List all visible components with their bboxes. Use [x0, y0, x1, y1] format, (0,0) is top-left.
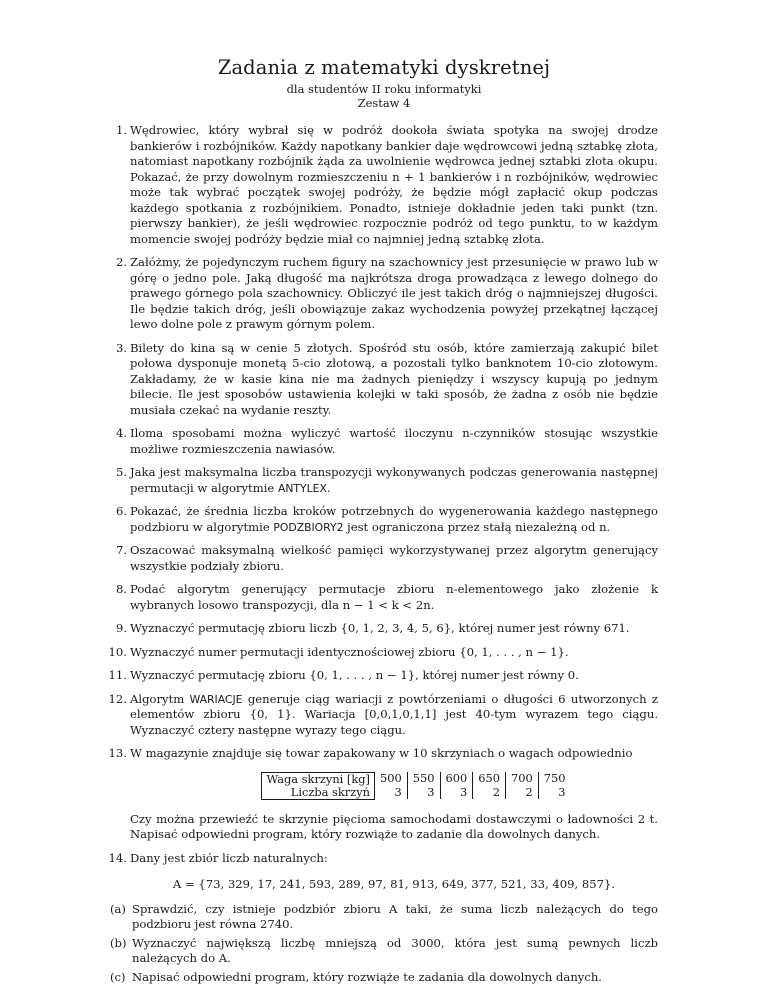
problem-text-end: jest ograniczona przez stałą niezależną od n.: [343, 519, 611, 534]
weights-row: [262, 772, 571, 786]
table-cell: 3: [538, 786, 570, 800]
subproblem-text: Napisać odpowiedni program, który rozwiąże te zadania dla dowolnych danych.: [132, 969, 602, 984]
problem-outro: Czy można przewieźć te skrzynie pięcioma samochodami dostawczymi o ładowności 2 t. Napisać odpowiedni program, który rozwiąże to zadanie dla dowolnych danych.: [130, 811, 658, 841]
problem-text: Oszacować maksymalną wielkość pamięci wykorzystywanej przez algorytm generujący wszystkie podziały zbioru.: [130, 543, 658, 573]
problem-text: Iloma sposobami można wyliczyć wartość iloczynu n-czynników stosując wszystkie możliwe rozmieszczenia nawiasów.: [130, 426, 658, 456]
problem-3: [110, 341, 658, 419]
problem-number: 2.: [115, 255, 127, 269]
table-cell: 2: [473, 786, 506, 800]
problem-9: [110, 621, 658, 637]
table-cell: 3: [407, 786, 440, 800]
problem-number: 1.: [115, 123, 127, 137]
table-cell: 750: [538, 772, 570, 786]
problem-number: 11.: [108, 668, 127, 682]
problem-text: Wyznaczyć numer permutacji identycznościowej zbioru {0, 1, . . . , n − 1}.: [130, 644, 569, 659]
crate-weights-table: [261, 772, 570, 800]
problem-8: [110, 582, 658, 613]
table-cell: 3: [440, 786, 473, 800]
row-header: Liczba skrzyń: [262, 786, 375, 800]
problem-text: Załóżmy, że pojedynczym ruchem figury na szachownicy jest przesunięcie w prawo lub w górę o jedno pole. Jaką długość ma najkrótsza droga prowadząca z lewego dolnego do prawego górnego pola szachownicy. Obliczyć ile jest takich dróg o najmniejszej długości. Ile będzie takich dróg, jeśli obowiązuje zakaz wychodzenia powyżej przekątnej łączącej lewo dolne pole z prawym górnym polem.: [130, 255, 658, 331]
problem-list: [110, 123, 658, 985]
problem-5: [110, 465, 658, 496]
table-cell: 600: [440, 772, 473, 786]
problem-14: [110, 851, 658, 986]
problem-2: [110, 255, 658, 333]
problem-6: [110, 504, 658, 535]
problem-text: Jaka jest maksymalna liczba transpozycji wykonywanych podczas generowania następnej permutacji w algorytmie: [130, 465, 658, 495]
subproblem-a: [110, 902, 658, 933]
subproblem-b: [110, 936, 658, 967]
row-header: Waga skrzyni [kg]: [262, 772, 375, 786]
table-cell: 650: [473, 772, 506, 786]
problem-13: [110, 746, 658, 843]
problem-number: 8.: [115, 582, 127, 596]
problem-number: 12.: [108, 691, 127, 706]
table-cell: 500: [380, 771, 402, 786]
problem-number: 7.: [115, 543, 127, 557]
problem-number: 5.: [115, 465, 127, 479]
problem-text: Algorytm: [130, 691, 190, 706]
problem-text: Podać algorytm generujący permutacje zbioru n-elementowego jako złożenie k wybranych losowo transpozycji, dla n − 1 < k < 2n.: [130, 582, 658, 612]
problem-text-end: .: [326, 480, 331, 495]
table-cell: 700: [506, 772, 539, 786]
problem-7: [110, 543, 658, 574]
problem-11: [110, 668, 658, 684]
algorithm-name: WARIACJE: [189, 692, 243, 706]
problem-number: 10.: [108, 644, 127, 659]
problem-4: [110, 426, 658, 457]
subproblem-text: Sprawdzić, czy istnieje podzbiór zbioru A taki, że suma liczb należących do tego podzbioru jest równa 2740.: [132, 901, 658, 931]
problem-text: Wyznaczyć permutację zbioru {0, 1, . . . , n − 1}, której numer jest równy 0.: [130, 668, 579, 682]
document-title: Zadania z matematyki dyskretnej: [217, 56, 551, 79]
problem-number: 14.: [108, 850, 127, 865]
subproblem-label: (c): [110, 969, 126, 984]
problem-text: Bilety do kina są w cenie 5 złotych. Spośród stu osób, które zamierzają zakupić bilet połowa dysponuje monetą 5-cio złotową, a pozostali tylko banknotem 10-cio złotowym. Zakładamy, że w kasie kina nie ma żadnych pieniędzy i wszyscy kupują po jednym bilecie. Ile jest sposobów ustawienia kolejki w taki sposób, że żadna z osób nie będzie musiała czekać na wydanie reszty.: [130, 340, 658, 417]
problem-text-end: generuje ciąg wariacji z powtórzeniami o długości 6 utworzonych z elementów zbioru {0, 1}. Wariacja [0,0,1,0,1,1] jest 40-tym wyrazem tego ciągu. Wyznaczyć cztery następne wyrazy tego ciągu.: [130, 691, 658, 737]
table-cell: 3: [394, 784, 402, 799]
problem-12: [110, 692, 658, 739]
set-formula: A = {73, 329, 17, 241, 593, 289, 97, 81, 913, 649, 377, 521, 33, 409, 857}.: [172, 877, 616, 891]
set-label: Zestaw 4: [357, 96, 411, 110]
table-cell: 2: [506, 786, 539, 800]
problem-text: Pokazać, że średnia liczba kroków potrzebnych do wygenerowania każdego następnego podzbioru w algorytmie: [130, 504, 658, 534]
subproblem-list: [110, 902, 658, 986]
problem-text: Wędrowiec, który wybrał się w podróż dookoła świata spotyka na swojej drodze bankierów i rozbójników. Każdy napotkany bankier daje wędrowcowi jedną sztabkę złota, natomiast napotkany rozbójnik żąda za uwolnienie wędrowca jednej sztabki złota okupu. Pokazać, że przy dowolnym rozmieszczeniu n + 1 bankierów i n rozbójników, wędrowiec może tak wybrać początek swojej podróży, że będzie mógł zapłacić okup podczas każdego spotkania z rozbójnikiem. Ponadto, istnieje dokładnie jeden taki punkt (tzn. pierwszy bankier), że jeśli wędrowiec rozpocznie podróż od tego punktu, to w każdym momencie swojej podróży będzie miał co najmniej jedną sztabkę złota.: [130, 123, 658, 246]
algorithm-name: PODZBIORY2: [273, 520, 344, 534]
subproblem-c: [110, 970, 658, 986]
subproblem-text: Wyznaczyć największą liczbę mniejszą od 3000, która jest sumą pewnych liczb należących do A.: [132, 935, 658, 965]
algorithm-name: ANTYLEX: [277, 481, 327, 495]
table-cell: 550: [407, 772, 440, 786]
counts-row: [262, 786, 571, 800]
problem-1: [110, 123, 658, 247]
problem-number: 3.: [115, 340, 127, 355]
problem-number: 6.: [115, 504, 127, 518]
problem-intro: W magazynie znajduje się towar zapakowany w 10 skrzyniach o wagach odpowiednio: [130, 746, 633, 760]
subproblem-label: (b): [110, 935, 127, 950]
problem-10: [110, 645, 658, 661]
problem-text: Wyznaczyć permutację zbioru liczb {0, 1, 2, 3, 4, 5, 6}, której numer jest równy 671.: [130, 621, 630, 635]
document-page: [110, 56, 658, 993]
subproblem-label: (a): [110, 901, 126, 916]
problem-number: 4.: [115, 426, 127, 440]
document-subtitle: dla studentów II roku informatyki: [286, 82, 482, 96]
problem-number: 13.: [108, 746, 127, 760]
problem-intro: Dany jest zbiór liczb naturalnych:: [130, 850, 328, 865]
problem-number: 9.: [115, 621, 127, 635]
